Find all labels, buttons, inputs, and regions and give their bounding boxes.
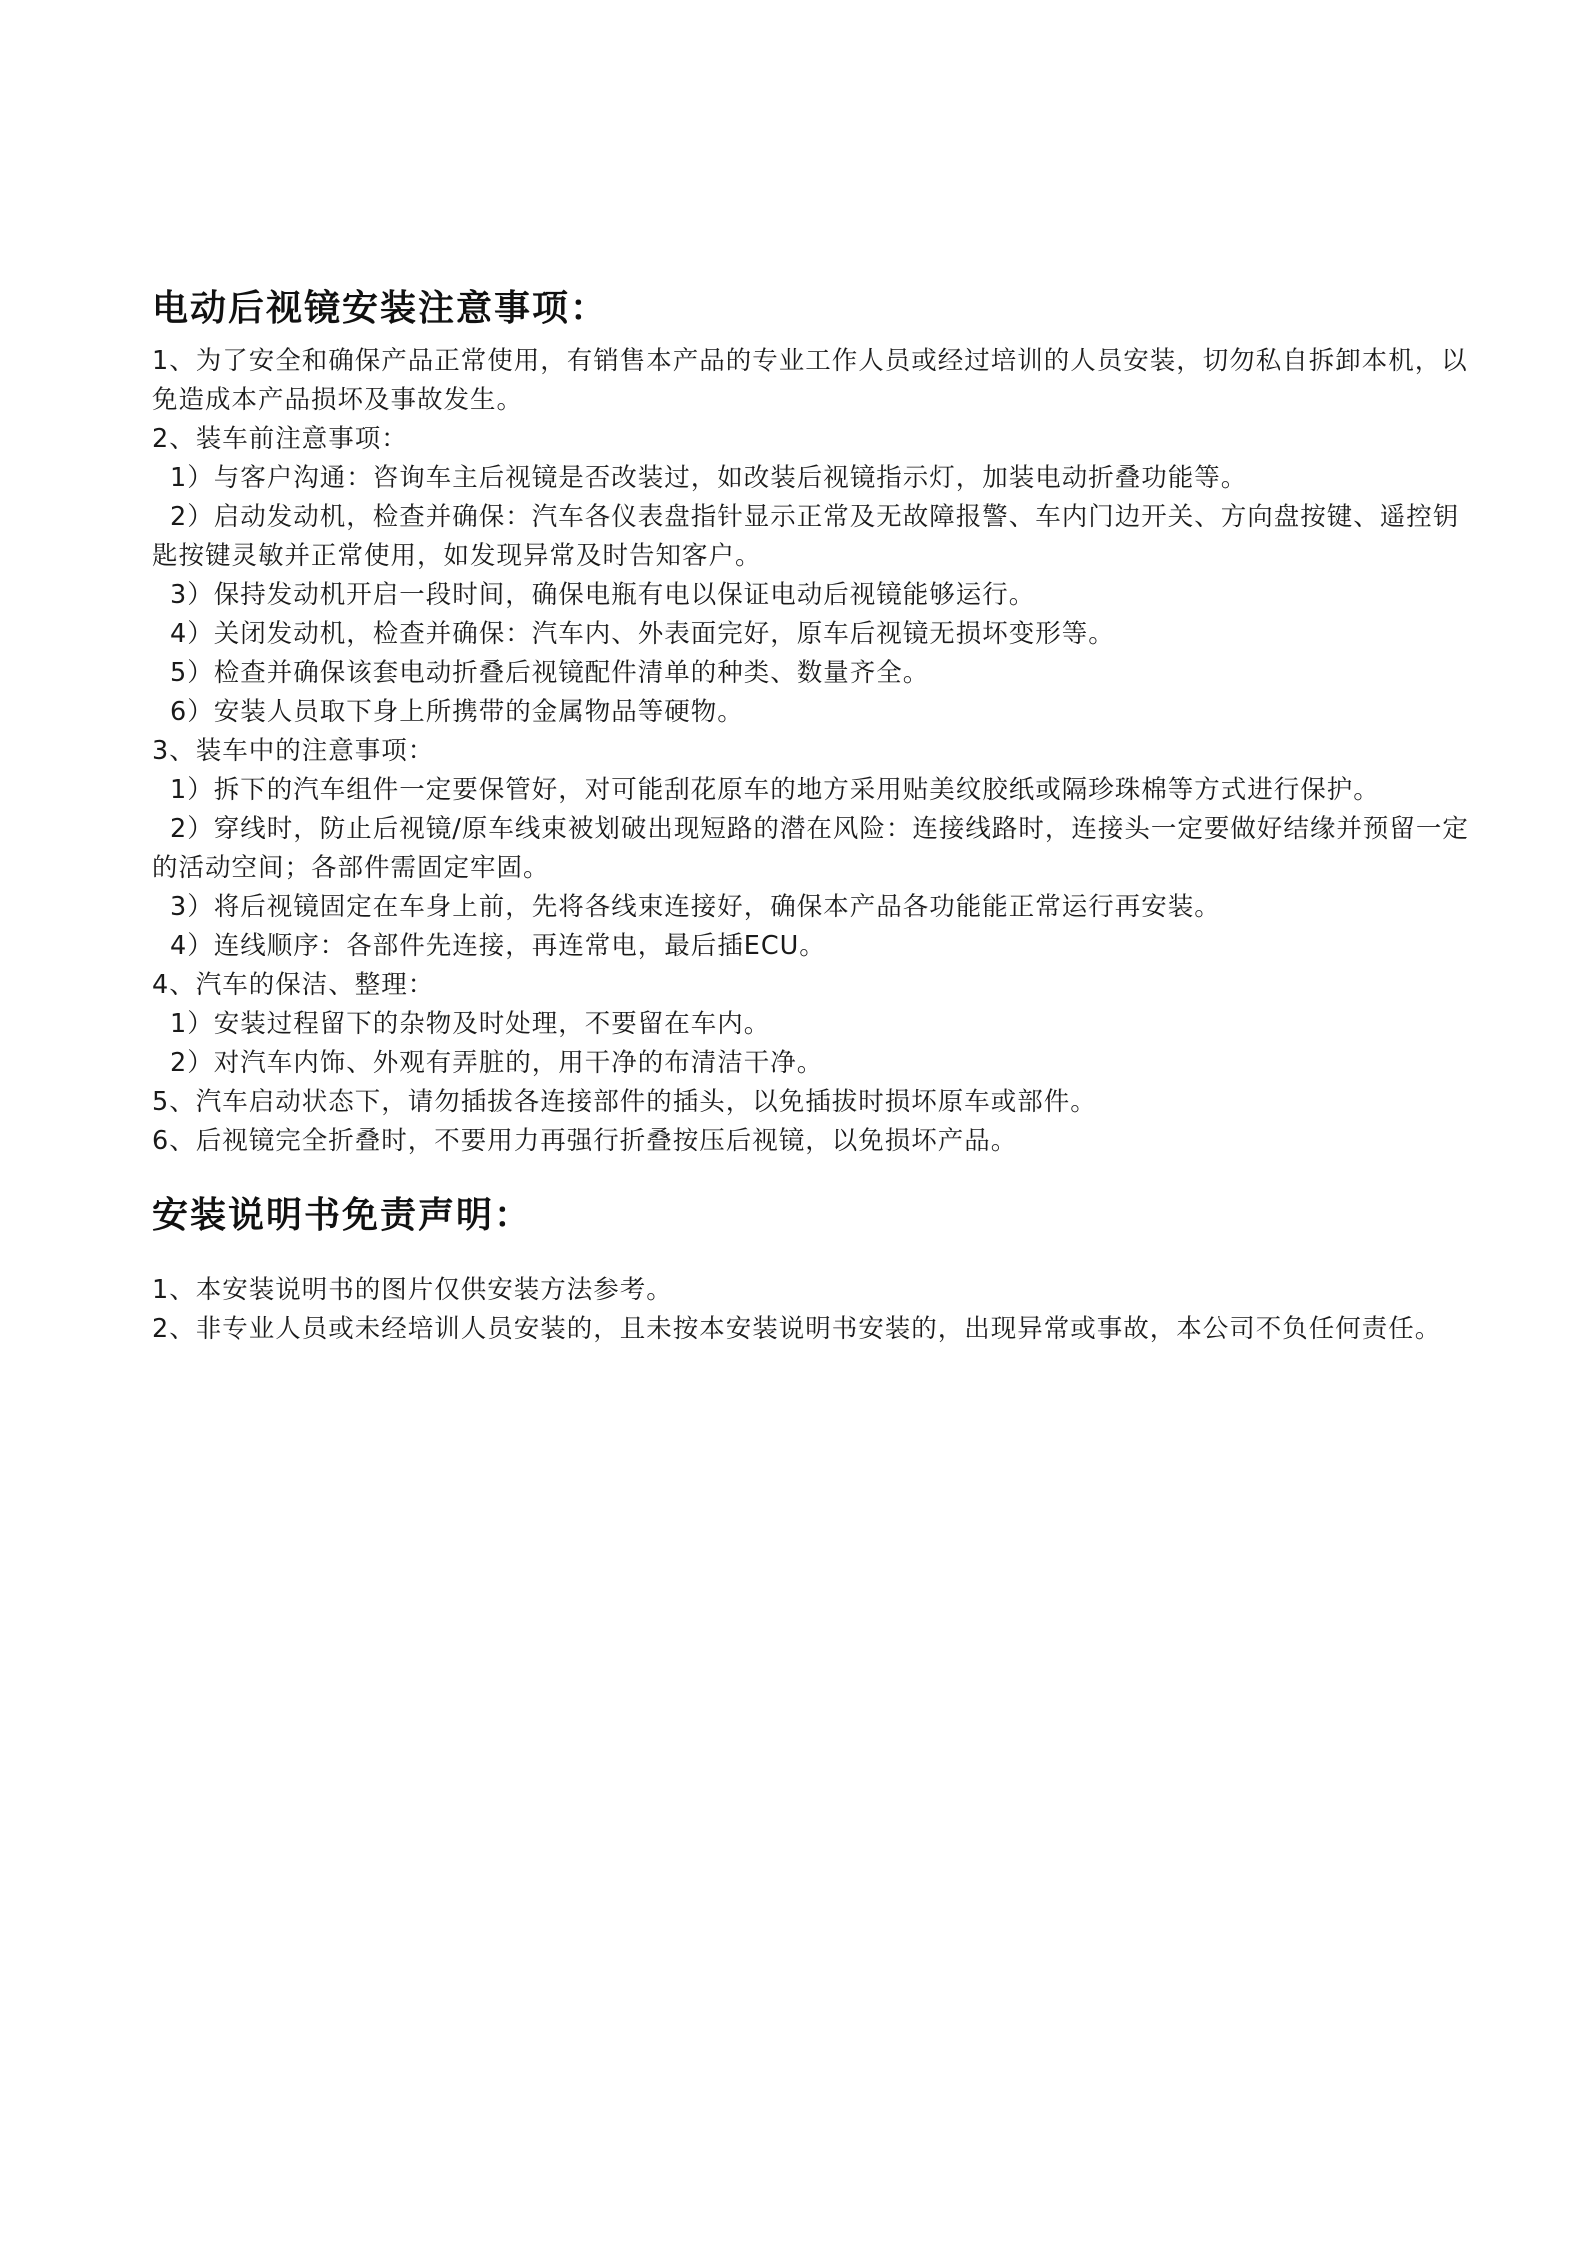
disclaimer-title: 安装说明书免责声明： [152, 1194, 533, 1236]
sub-list-item: 1）与客户沟通：咨询车主后视镜是否改装过，如改装后视镜指示灯，加装电动折叠功能等。 [170, 463, 1248, 493]
disclaimer-list [152, 1271, 1472, 1349]
sub-list-item: 4）连线顺序：各部件先连接，再连常电，最后插ECU。 [170, 931, 826, 961]
sub-list-item: 1）安装过程留下的杂物及时处理，不要留在车内。 [170, 1009, 771, 1039]
list-item: 2、装车前注意事项： [152, 424, 408, 454]
sub-list-item: 2）对汽车内饰、外观有弄脏的，用干净的布清洁干净。 [170, 1048, 824, 1078]
installation-notes-title: 电动后视镜安装注意事项： [152, 287, 609, 329]
sub-list-item: 3）保持发动机开启一段时间，确保电瓶有电以保证电动后视镜能够运行。 [170, 580, 1036, 610]
installation-notes-list [152, 342, 1472, 1161]
list-item: 5、汽车启动状态下，请勿插拔各连接部件的插头，以免插拔时损坏原车或部件。 [152, 1087, 1097, 1117]
sub-list-item: 6）安装人员取下身上所携带的金属物品等硬物。 [170, 697, 744, 727]
installation-notes-section [152, 280, 1472, 1161]
sub-list-item: 2）启动发动机，检查并确保：汽车各仪表盘指针显示正常及无故障报警、车内门边开关、方向盘按键、遥控钥匙按键灵敏并正常使用，如发现异常及时告知客户。 [152, 502, 1460, 571]
sub-list-item: 1）拆下的汽车组件一定要保管好，对可能刮花原车的地方采用贴美纹胶纸或隔珍珠棉等方式进行保护。 [170, 775, 1380, 805]
sub-list-item: 3）将后视镜固定在车身上前，先将各线束连接好，确保本产品各功能能正常运行再安装。 [170, 892, 1221, 922]
disclaimer-section [152, 1187, 1472, 1349]
sub-list-item: 4）关闭发动机，检查并确保：汽车内、外表面完好，原车后视镜无损坏变形等。 [170, 619, 1115, 649]
list-item: 1、为了安全和确保产品正常使用，有销售本产品的专业工作人员或经过培训的人员安装，切勿私自拆卸本机，以免造成本产品损坏及事故发生。 [152, 346, 1468, 415]
document-content [152, 280, 1472, 1349]
list-item: 1、本安装说明书的图片仅供安装方法参考。 [152, 1275, 673, 1305]
list-item: 6、后视镜完全折叠时，不要用力再强行折叠按压后视镜，以免损坏产品。 [152, 1126, 1018, 1156]
list-item: 4、汽车的保洁、整理： [152, 970, 435, 1000]
sub-list-item: 2）穿线时，防止后视镜/原车线束被划破出现短路的潜在风险：连接线路时，连接头一定要做好结缘并预留一定的活动空间；各部件需固定牢固。 [152, 814, 1469, 883]
list-item: 3、装车中的注意事项： [152, 736, 435, 766]
list-item: 2、非专业人员或未经培训人员安装的，且未按本安装说明书安装的，出现异常或事故，本公司不负任何责任。 [152, 1314, 1442, 1344]
sub-list-item: 5）检查并确保该套电动折叠后视镜配件清单的种类、数量齐全。 [170, 658, 930, 688]
